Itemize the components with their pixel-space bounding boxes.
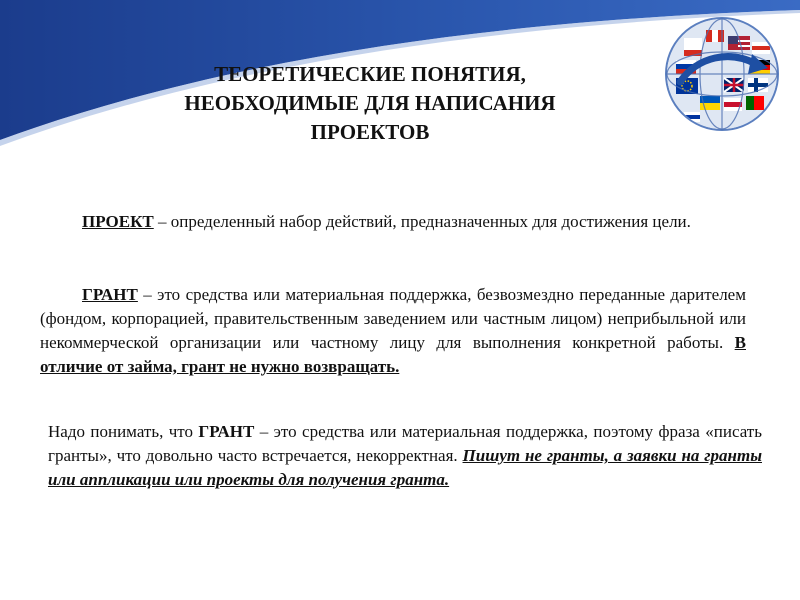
title-line-1: ТЕОРЕТИЧЕСКИЕ ПОНЯТИЯ, [214, 62, 526, 86]
grant-note-text: – это средства или материальная поддержка, поэтому фраза «писать гранты», что довольно часто встречается, некорректная. [48, 422, 762, 465]
project-definition [40, 210, 746, 234]
page-title [130, 60, 610, 147]
grant-note [48, 420, 762, 492]
title-line-2: НЕОБХОДИМЫЕ ДЛЯ НАПИСАНИЯ [184, 91, 556, 115]
grant-definition [40, 283, 746, 379]
grant-definition-text: – это средства или материальная поддержка, безвозмездно переданные дарителем (фондом, корпорацией, правительственным заведением или частным лицом) неприбыльной или некоммерческой организации или частному лицу для выполнения конкретной работы. [40, 285, 746, 352]
term-grant-note: ГРАНТ [198, 422, 255, 441]
grant-note-emphasis: Пишут не гранты, а заявки на гранты или аппликации или проекты для получения гранта. [48, 446, 762, 489]
project-definition-text: – определенный набор действий, предназначенных для достижения цели. [153, 212, 691, 231]
term-grant: ГРАНТ [82, 285, 138, 304]
term-project: ПРОЕКТ [82, 212, 154, 231]
grant-emphasis: В отличие от займа, грант не нужно возвращать. [40, 333, 746, 376]
globe-flags-icon [664, 16, 780, 132]
title-line-3: ПРОЕКТОВ [310, 120, 430, 144]
grant-note-lead: Надо понимать, что [48, 422, 199, 441]
